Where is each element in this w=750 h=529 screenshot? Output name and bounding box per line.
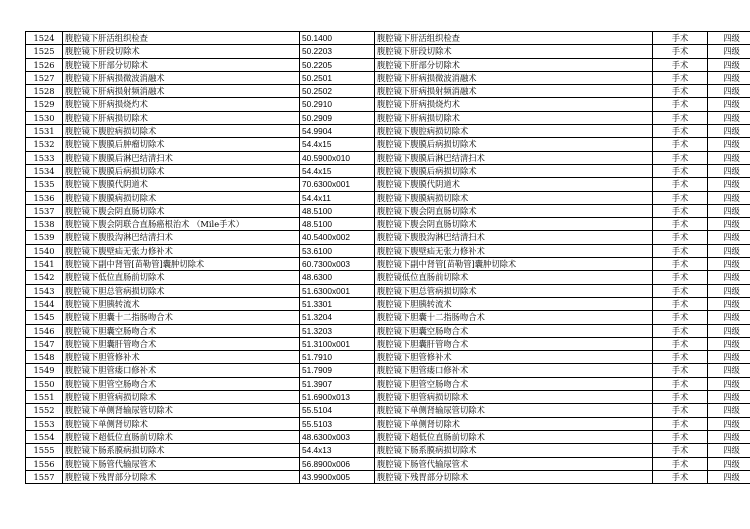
procedure-level-cell: 四级 — [708, 45, 750, 58]
table-row — [26, 417, 750, 430]
procedure-name-cell: 腹腔镜下肠系膜病损切除术 — [63, 444, 300, 457]
procedure-type-cell: 手术 — [653, 244, 708, 257]
standard-procedure-name-cell: 腹腔镜下肝段切除术 — [375, 45, 653, 58]
procedure-code-cell: 40.5900x010 — [300, 151, 375, 164]
procedure-code-cell: 60.7300x003 — [300, 258, 375, 271]
procedure-type-cell: 手术 — [653, 457, 708, 470]
row-number-cell: 1528 — [26, 85, 63, 98]
standard-procedure-name-cell: 腹腔镜下腹膜后病损切除术 — [375, 138, 653, 151]
procedure-code-cell: 50.2203 — [300, 45, 375, 58]
standard-procedure-name-cell: 腹腔镜下肠系膜病损切除术 — [375, 444, 653, 457]
row-number-cell: 1549 — [26, 364, 63, 377]
procedure-level-cell: 四级 — [708, 191, 750, 204]
standard-procedure-name-cell: 腹腔镜下腹腔病损切除术 — [375, 125, 653, 138]
procedure-code-cell: 51.3301 — [300, 297, 375, 310]
procedure-level-cell: 四级 — [708, 337, 750, 350]
row-number-cell: 1525 — [26, 45, 63, 58]
procedure-name-cell: 腹腔镜下肝病损切除术 — [63, 111, 300, 124]
procedure-code-cell: 40.5400x002 — [300, 231, 375, 244]
procedure-name-cell: 腹腔镜下胆囊十二指肠吻合术 — [63, 311, 300, 324]
procedure-type-cell: 手术 — [653, 58, 708, 71]
row-number-cell: 1545 — [26, 311, 63, 324]
row-number-cell: 1544 — [26, 297, 63, 310]
procedure-type-cell: 手术 — [653, 364, 708, 377]
procedure-name-cell: 腹腔镜下单侧肾输尿管切除术 — [63, 404, 300, 417]
procedure-type-cell: 手术 — [653, 98, 708, 111]
procedure-level-cell: 四级 — [708, 138, 750, 151]
standard-procedure-name-cell: 腹腔镜低位直肠前切除术 — [375, 271, 653, 284]
procedure-type-cell: 手术 — [653, 391, 708, 404]
procedure-code-cell: 50.2502 — [300, 85, 375, 98]
row-number-cell: 1552 — [26, 404, 63, 417]
procedure-type-cell: 手术 — [653, 404, 708, 417]
standard-procedure-name-cell: 腹腔镜下腹壁疝无张力修补术 — [375, 244, 653, 257]
table-row — [26, 351, 750, 364]
standard-procedure-name-cell: 腹腔镜下胆囊十二指肠吻合术 — [375, 311, 653, 324]
table-row — [26, 470, 750, 483]
table-row — [26, 258, 750, 271]
procedure-code-cell: 70.6300x001 — [300, 178, 375, 191]
procedure-table — [25, 31, 750, 484]
procedure-name-cell: 腹腔镜下胆管修补术 — [63, 351, 300, 364]
procedure-name-cell: 腹腔镜下肝病损微波消融术 — [63, 71, 300, 84]
procedure-level-cell: 四级 — [708, 151, 750, 164]
standard-procedure-name-cell: 腹腔镜下胆囊肝管吻合术 — [375, 337, 653, 350]
row-number-cell: 1554 — [26, 430, 63, 443]
procedure-type-cell: 手术 — [653, 297, 708, 310]
table-row — [26, 98, 750, 111]
procedure-type-cell: 手术 — [653, 204, 708, 217]
table-row — [26, 218, 750, 231]
procedure-type-cell: 手术 — [653, 258, 708, 271]
row-number-cell: 1533 — [26, 151, 63, 164]
procedure-name-cell: 腹腔镜下肝病损烧灼术 — [63, 98, 300, 111]
row-number-cell: 1541 — [26, 258, 63, 271]
procedure-name-cell: 腹腔镜下肝病损射频消融术 — [63, 85, 300, 98]
standard-procedure-name-cell: 腹腔镜下单侧肾切除术 — [375, 417, 653, 430]
table-row — [26, 178, 750, 191]
procedure-type-cell: 手术 — [653, 32, 708, 45]
standard-procedure-name-cell: 腹腔镜下腹股沟淋巴结清扫术 — [375, 231, 653, 244]
table-row — [26, 164, 750, 177]
procedure-code-cell: 50.2910 — [300, 98, 375, 111]
row-number-cell: 1548 — [26, 351, 63, 364]
procedure-code-cell: 51.3907 — [300, 377, 375, 390]
procedure-level-cell: 四级 — [708, 98, 750, 111]
procedure-name-cell: 腹腔镜下肠管代输尿管术 — [63, 457, 300, 470]
row-number-cell: 1540 — [26, 244, 63, 257]
procedure-code-cell: 54.9904 — [300, 125, 375, 138]
row-number-cell: 1547 — [26, 337, 63, 350]
procedure-code-cell: 55.5104 — [300, 404, 375, 417]
procedure-type-cell: 手术 — [653, 85, 708, 98]
standard-procedure-name-cell: 腹腔镜下肝病损烧灼术 — [375, 98, 653, 111]
procedure-level-cell: 四级 — [708, 178, 750, 191]
procedure-name-cell: 腹腔镜下副中肾管[苗勒管]囊肿切除术 — [63, 258, 300, 271]
procedure-name-cell: 腹腔镜下胆管瘘口修补术 — [63, 364, 300, 377]
procedure-type-cell: 手术 — [653, 417, 708, 430]
standard-procedure-name-cell: 腹腔镜下胆总管病损切除术 — [375, 284, 653, 297]
procedure-level-cell: 四级 — [708, 284, 750, 297]
row-number-cell: 1550 — [26, 377, 63, 390]
procedure-code-cell: 48.5100 — [300, 204, 375, 217]
table-row — [26, 457, 750, 470]
row-number-cell: 1537 — [26, 204, 63, 217]
procedure-type-cell: 手术 — [653, 271, 708, 284]
row-number-cell: 1543 — [26, 284, 63, 297]
standard-procedure-name-cell: 腹腔镜下胆管瘘口修补术 — [375, 364, 653, 377]
procedure-name-cell: 腹腔镜下残胃部分切除术 — [63, 470, 300, 483]
row-number-cell: 1542 — [26, 271, 63, 284]
procedure-code-cell: 54.4x15 — [300, 138, 375, 151]
procedure-type-cell: 手术 — [653, 470, 708, 483]
procedure-code-cell: 50.2501 — [300, 71, 375, 84]
procedure-name-cell: 腹腔镜下胆管空肠吻合术 — [63, 377, 300, 390]
procedure-name-cell: 腹腔镜下单侧肾切除术 — [63, 417, 300, 430]
table-row — [26, 111, 750, 124]
standard-procedure-name-cell: 腹腔镜下腹会阴直肠切除术 — [375, 204, 653, 217]
procedure-name-cell: 腹腔镜下腹股沟淋巴结清扫术 — [63, 231, 300, 244]
table-row — [26, 204, 750, 217]
procedure-level-cell: 四级 — [708, 470, 750, 483]
procedure-type-cell: 手术 — [653, 125, 708, 138]
standard-procedure-name-cell: 腹腔镜下腹膜病损切除术 — [375, 191, 653, 204]
procedure-type-cell: 手术 — [653, 430, 708, 443]
row-number-cell: 1555 — [26, 444, 63, 457]
table-row — [26, 85, 750, 98]
standard-procedure-name-cell: 腹腔镜下肝活组织检查 — [375, 32, 653, 45]
standard-procedure-name-cell: 腹腔镜下胆囊空肠吻合术 — [375, 324, 653, 337]
table-row — [26, 244, 750, 257]
procedure-name-cell: 腹腔镜下肝活组织检查 — [63, 32, 300, 45]
procedure-type-cell: 手术 — [653, 178, 708, 191]
procedure-type-cell: 手术 — [653, 337, 708, 350]
table-row — [26, 337, 750, 350]
procedure-code-cell: 51.7909 — [300, 364, 375, 377]
standard-procedure-name-cell: 腹腔镜下胆管修补术 — [375, 351, 653, 364]
procedure-level-cell: 四级 — [708, 244, 750, 257]
procedure-level-cell: 四级 — [708, 164, 750, 177]
standard-procedure-name-cell: 腹腔镜下腹会阴直肠切除术 — [375, 218, 653, 231]
table-row — [26, 271, 750, 284]
procedure-level-cell: 四级 — [708, 391, 750, 404]
procedure-code-cell: 51.7910 — [300, 351, 375, 364]
procedure-code-cell: 50.2205 — [300, 58, 375, 71]
procedure-level-cell: 四级 — [708, 404, 750, 417]
standard-procedure-name-cell: 腹腔镜下肝部分切除术 — [375, 58, 653, 71]
table-row — [26, 364, 750, 377]
procedure-name-cell: 腹腔镜下胆胰转流术 — [63, 297, 300, 310]
procedure-code-cell: 55.5103 — [300, 417, 375, 430]
procedure-type-cell: 手术 — [653, 71, 708, 84]
standard-procedure-name-cell: 腹腔镜下腹膜代阴道术 — [375, 178, 653, 191]
table-row — [26, 377, 750, 390]
standard-procedure-name-cell: 腹腔镜下肠管代输尿管术 — [375, 457, 653, 470]
table-row — [26, 231, 750, 244]
row-number-cell: 1557 — [26, 470, 63, 483]
procedure-name-cell: 腹腔镜下腹膜后淋巴结清扫术 — [63, 151, 300, 164]
table-row — [26, 324, 750, 337]
procedure-level-cell: 四级 — [708, 311, 750, 324]
standard-procedure-name-cell: 腹腔镜下副中肾管[苗勒管]囊肿切除术 — [375, 258, 653, 271]
procedure-type-cell: 手术 — [653, 231, 708, 244]
procedure-level-cell: 四级 — [708, 58, 750, 71]
procedure-code-cell: 51.6300x001 — [300, 284, 375, 297]
procedure-code-cell: 53.6100 — [300, 244, 375, 257]
table-row — [26, 71, 750, 84]
procedure-type-cell: 手术 — [653, 138, 708, 151]
row-number-cell: 1551 — [26, 391, 63, 404]
procedure-name-cell: 腹腔镜下腹膜代阴道术 — [63, 178, 300, 191]
table-row — [26, 311, 750, 324]
procedure-code-cell: 48.6300x003 — [300, 430, 375, 443]
table-body — [26, 32, 750, 484]
row-number-cell: 1524 — [26, 32, 63, 45]
procedure-level-cell: 四级 — [708, 377, 750, 390]
procedure-code-cell: 56.8900x006 — [300, 457, 375, 470]
row-number-cell: 1526 — [26, 58, 63, 71]
standard-procedure-name-cell: 腹腔镜下超低位直肠前切除术 — [375, 430, 653, 443]
procedure-code-cell: 51.3203 — [300, 324, 375, 337]
procedure-level-cell: 四级 — [708, 430, 750, 443]
table-row — [26, 297, 750, 310]
standard-procedure-name-cell: 腹腔镜下肝病损切除术 — [375, 111, 653, 124]
table-row — [26, 404, 750, 417]
procedure-level-cell: 四级 — [708, 32, 750, 45]
row-number-cell: 1529 — [26, 98, 63, 111]
procedure-level-cell: 四级 — [708, 218, 750, 231]
row-number-cell: 1534 — [26, 164, 63, 177]
standard-procedure-name-cell: 腹腔镜下胆管病损切除术 — [375, 391, 653, 404]
procedure-name-cell: 腹腔镜下胆囊空肠吻合术 — [63, 324, 300, 337]
standard-procedure-name-cell: 腹腔镜下胆管空肠吻合术 — [375, 377, 653, 390]
procedure-type-cell: 手术 — [653, 45, 708, 58]
standard-procedure-name-cell: 腹腔镜下腹膜后病损切除术 — [375, 164, 653, 177]
procedure-name-cell: 腹腔镜下腹会阴直肠切除术 — [63, 204, 300, 217]
standard-procedure-name-cell: 腹腔镜下单侧肾输尿管切除术 — [375, 404, 653, 417]
procedure-code-cell: 54.4x15 — [300, 164, 375, 177]
procedure-level-cell: 四级 — [708, 417, 750, 430]
procedure-type-cell: 手术 — [653, 164, 708, 177]
table-row — [26, 430, 750, 443]
table-row — [26, 125, 750, 138]
procedure-name-cell: 腹腔镜下腹膜后肿瘤切除术 — [63, 138, 300, 151]
row-number-cell: 1532 — [26, 138, 63, 151]
procedure-name-cell: 腹腔镜下肝部分切除术 — [63, 58, 300, 71]
procedure-name-cell: 腹腔镜下肝段切除术 — [63, 45, 300, 58]
procedure-code-cell: 50.1400 — [300, 32, 375, 45]
procedure-level-cell: 四级 — [708, 231, 750, 244]
table-row — [26, 151, 750, 164]
procedure-level-cell: 四级 — [708, 351, 750, 364]
standard-procedure-name-cell: 腹腔镜下腹膜后淋巴结清扫术 — [375, 151, 653, 164]
procedure-table-page — [25, 31, 740, 484]
procedure-code-cell: 51.6900x013 — [300, 391, 375, 404]
procedure-code-cell: 48.5100 — [300, 218, 375, 231]
procedure-level-cell: 四级 — [708, 85, 750, 98]
table-row — [26, 284, 750, 297]
standard-procedure-name-cell: 腹腔镜下肝病损微波消融术 — [375, 71, 653, 84]
row-number-cell: 1553 — [26, 417, 63, 430]
procedure-code-cell: 51.3204 — [300, 311, 375, 324]
row-number-cell: 1546 — [26, 324, 63, 337]
row-number-cell: 1536 — [26, 191, 63, 204]
row-number-cell: 1531 — [26, 125, 63, 138]
table-row — [26, 45, 750, 58]
table-row — [26, 32, 750, 45]
procedure-code-cell: 50.2909 — [300, 111, 375, 124]
procedure-name-cell: 腹腔镜下胆总管病损切除术 — [63, 284, 300, 297]
row-number-cell: 1538 — [26, 218, 63, 231]
procedure-type-cell: 手术 — [653, 324, 708, 337]
procedure-level-cell: 四级 — [708, 71, 750, 84]
procedure-level-cell: 四级 — [708, 297, 750, 310]
procedure-level-cell: 四级 — [708, 457, 750, 470]
procedure-level-cell: 四级 — [708, 271, 750, 284]
table-row — [26, 138, 750, 151]
table-row — [26, 391, 750, 404]
procedure-name-cell: 腹腔镜下腹壁疝无张力修补术 — [63, 244, 300, 257]
procedure-type-cell: 手术 — [653, 284, 708, 297]
procedure-type-cell: 手术 — [653, 377, 708, 390]
procedure-name-cell: 腹腔镜下胆囊肝管吻合术 — [63, 337, 300, 350]
procedure-code-cell: 54.4x11 — [300, 191, 375, 204]
procedure-level-cell: 四级 — [708, 258, 750, 271]
table-row — [26, 58, 750, 71]
row-number-cell: 1556 — [26, 457, 63, 470]
standard-procedure-name-cell: 腹腔镜下残胃部分切除术 — [375, 470, 653, 483]
procedure-level-cell: 四级 — [708, 364, 750, 377]
procedure-code-cell: 54.4x13 — [300, 444, 375, 457]
procedure-type-cell: 手术 — [653, 111, 708, 124]
standard-procedure-name-cell: 腹腔镜下胆胰转流术 — [375, 297, 653, 310]
procedure-type-cell: 手术 — [653, 218, 708, 231]
procedure-level-cell: 四级 — [708, 204, 750, 217]
row-number-cell: 1539 — [26, 231, 63, 244]
procedure-level-cell: 四级 — [708, 444, 750, 457]
row-number-cell: 1527 — [26, 71, 63, 84]
row-number-cell: 1535 — [26, 178, 63, 191]
procedure-type-cell: 手术 — [653, 191, 708, 204]
procedure-code-cell: 51.3100x001 — [300, 337, 375, 350]
procedure-name-cell: 腹腔镜下腹膜病损切除术 — [63, 191, 300, 204]
procedure-name-cell: 腹腔镜下超低位直肠前切除术 — [63, 430, 300, 443]
procedure-name-cell: 腹腔镜下腹膜后病损切除术 — [63, 164, 300, 177]
standard-procedure-name-cell: 腹腔镜下肝病损射频消融术 — [375, 85, 653, 98]
procedure-name-cell: 腹腔镜下胆管病损切除术 — [63, 391, 300, 404]
procedure-name-cell: 腹腔镜下腹腔病损切除术 — [63, 125, 300, 138]
procedure-code-cell: 43.9900x005 — [300, 470, 375, 483]
procedure-type-cell: 手术 — [653, 311, 708, 324]
procedure-level-cell: 四级 — [708, 125, 750, 138]
procedure-type-cell: 手术 — [653, 444, 708, 457]
procedure-level-cell: 四级 — [708, 324, 750, 337]
procedure-code-cell: 48.6300 — [300, 271, 375, 284]
row-number-cell: 1530 — [26, 111, 63, 124]
table-row — [26, 444, 750, 457]
procedure-level-cell: 四级 — [708, 111, 750, 124]
procedure-name-cell: 腹腔镜下腹会阴联合直肠癌根治术 （Mile手术） — [63, 218, 300, 231]
table-row — [26, 191, 750, 204]
procedure-name-cell: 腹腔镜下低位直肠前切除术 — [63, 271, 300, 284]
procedure-type-cell: 手术 — [653, 351, 708, 364]
procedure-type-cell: 手术 — [653, 151, 708, 164]
